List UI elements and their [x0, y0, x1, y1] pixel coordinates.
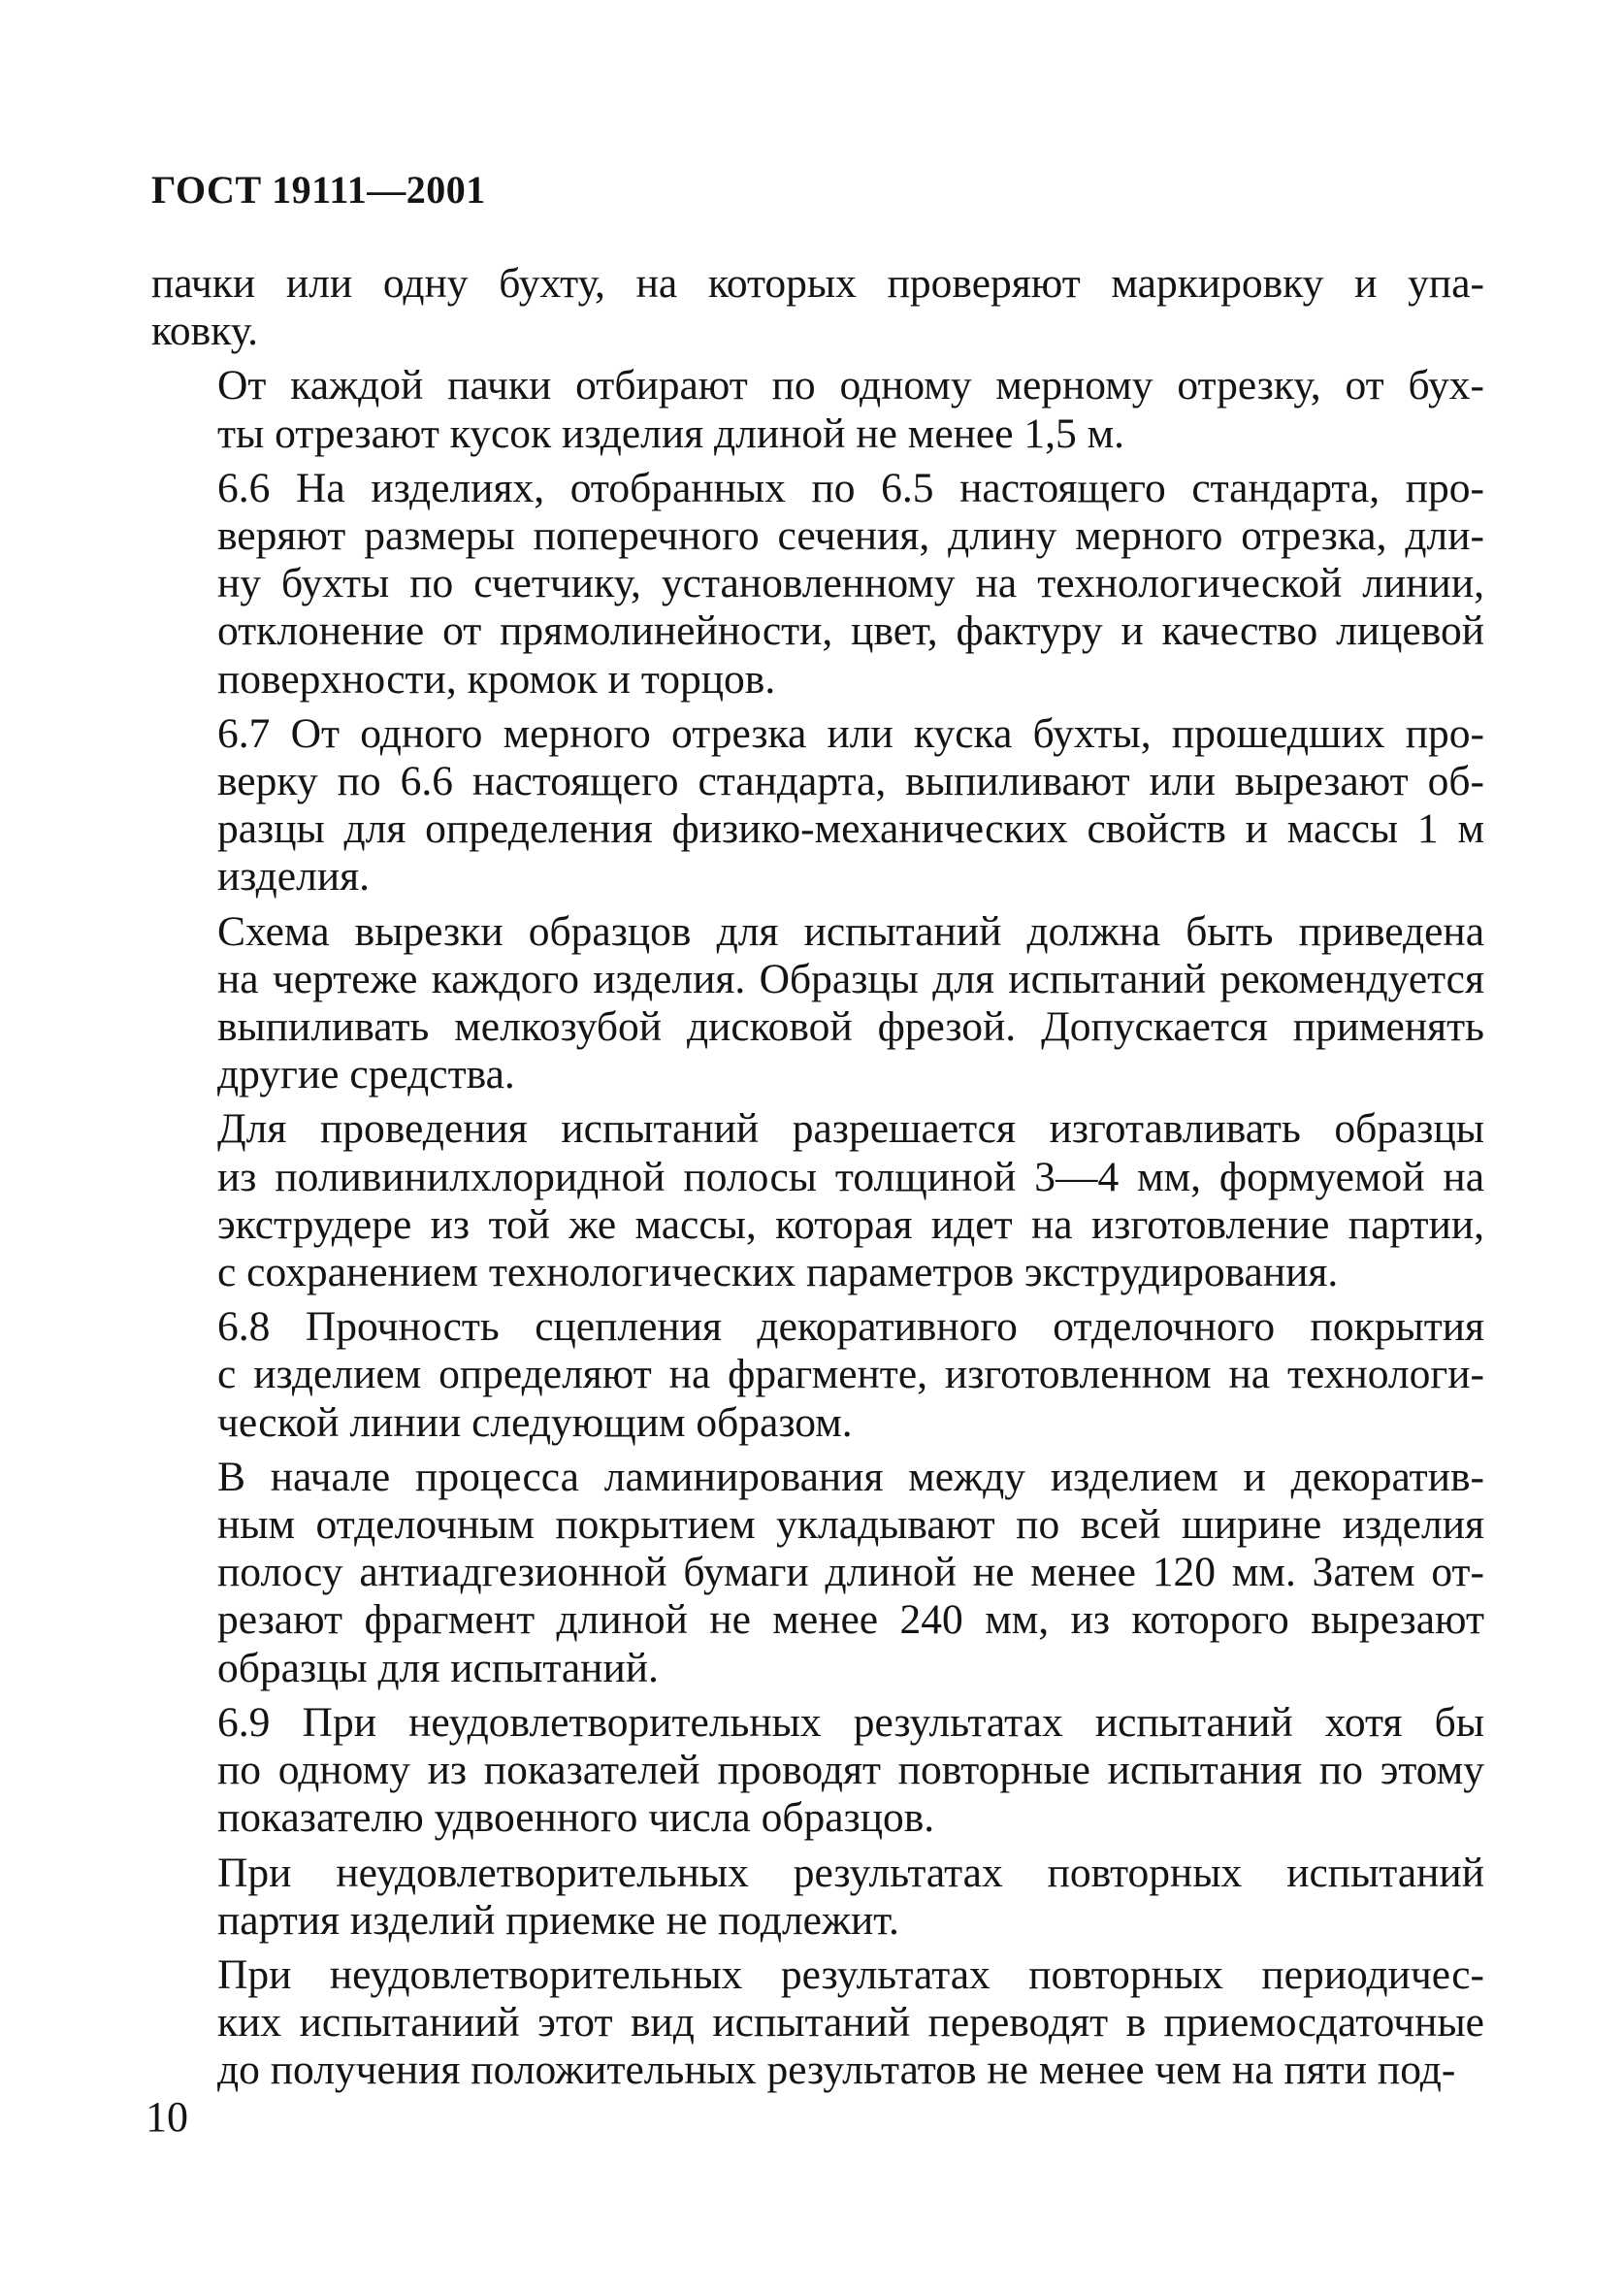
paragraph [151, 362, 1484, 457]
page-number: 10 [146, 2093, 188, 2141]
text-line: 6.8 Прочность сцепления декоративного отделочного покрытия [217, 1303, 1484, 1351]
text-line: образцы для испытаний. [217, 1644, 659, 1691]
paragraph [151, 908, 1484, 1099]
text-line: ких испытаниий этот вид испытаний переводят в приемосдаточные [217, 1999, 1484, 2047]
text-line: полосу антиадгезионной бумаги длиной не менее 120 мм. Затем от- [217, 1549, 1484, 1596]
text-line: ну бухты по счетчику, установленному на технологической линии, [217, 560, 1484, 607]
text-line: ческой линии следующим образом. [217, 1398, 853, 1446]
text-line: партия изделий приемке не подлежит. [217, 1896, 899, 1944]
paragraph [151, 710, 1484, 901]
text-line: веряют размеры поперечного сечения, длину мерного отрезка, дли- [217, 512, 1484, 560]
text-line: ковку. [151, 308, 259, 355]
text-line: пачки или одну бухту, на которых проверяют маркировку и упа- [151, 260, 1484, 307]
text-line: При неудовлетворительных результатах повторных периодичес- [217, 1950, 1484, 1998]
paragraph [151, 1105, 1484, 1296]
text-line: От каждой пачки отбирают по одному мерному отрезку, от бух- [217, 362, 1484, 409]
paragraph [151, 1951, 1484, 2095]
paragraph [151, 1303, 1484, 1447]
text-line: изделия. [217, 853, 370, 901]
paragraph [151, 260, 1484, 355]
paragraph [151, 1699, 1484, 1843]
text-line: по одному из показателей проводят повторные испытания по этому [217, 1747, 1484, 1794]
text-line: 6.9 При неудовлетворительных результатах испытаний хотя бы [217, 1698, 1484, 1746]
text-line: 6.6 На изделиях, отобранных по 6.5 настоящего стандарта, про- [217, 464, 1484, 511]
text-line: до получения положительных результатов не менее чем на пяти под- [217, 2047, 1456, 2094]
text-line: 6.7 От одного мерного отрезка или куска бухты, прошедших про- [217, 709, 1484, 757]
text-line: верку по 6.6 настоящего стандарта, выпиливают или вырезают об- [217, 758, 1484, 805]
document-body [151, 260, 1484, 2102]
text-line: выпиливать мелкозубой дисковой фрезой. Допускается применять [217, 1003, 1484, 1051]
text-line: ты отрезают кусок изделия длиной не менее 1,5 м. [217, 409, 1125, 457]
paragraph [151, 1454, 1484, 1692]
text-line: ным отделочным покрытием укладывают по всей ширине изделия [217, 1501, 1484, 1549]
text-line: Схема вырезки образцов для испытаний должна быть приведена [217, 907, 1484, 955]
text-line: с сохранением технологических параметров экструдирования. [217, 1249, 1339, 1296]
text-line: разцы для определения физико-механических свойств и массы 1 м [217, 805, 1484, 853]
text-line: с изделием определяют на фрагменте, изготовленном на технологи- [217, 1351, 1484, 1398]
standard-header: ГОСТ 19111—2001 [151, 168, 486, 212]
text-line: резают фрагмент длиной не менее 240 мм, из которого вырезают [217, 1596, 1484, 1644]
text-line: другие средства. [217, 1051, 515, 1098]
text-line: экструдере из той же массы, которая идет на изготовление партии, [217, 1200, 1484, 1248]
paragraph [151, 465, 1484, 704]
text-line: Для проведения испытаний разрешается изготавливать образцы [217, 1105, 1484, 1153]
text-line: При неудовлетворительных результатах повторных испытаний [217, 1849, 1484, 1896]
text-line: поверхности, кромок и торцов. [217, 655, 776, 703]
text-line: отклонение от прямолинейности, цвет, фактуру и качество лицевой [217, 607, 1484, 655]
text-line: из поливинилхлоридной полосы толщиной 3—4 мм, формуемой на [217, 1153, 1484, 1200]
text-line: на чертеже каждого изделия. Образцы для испытаний рекомендуется [217, 955, 1484, 1002]
paragraph [151, 1850, 1484, 1945]
text-line: показателю удвоенного числа образцов. [217, 1794, 935, 1842]
text-line: В начале процесса ламинирования между изделием и декоратив- [217, 1453, 1484, 1500]
